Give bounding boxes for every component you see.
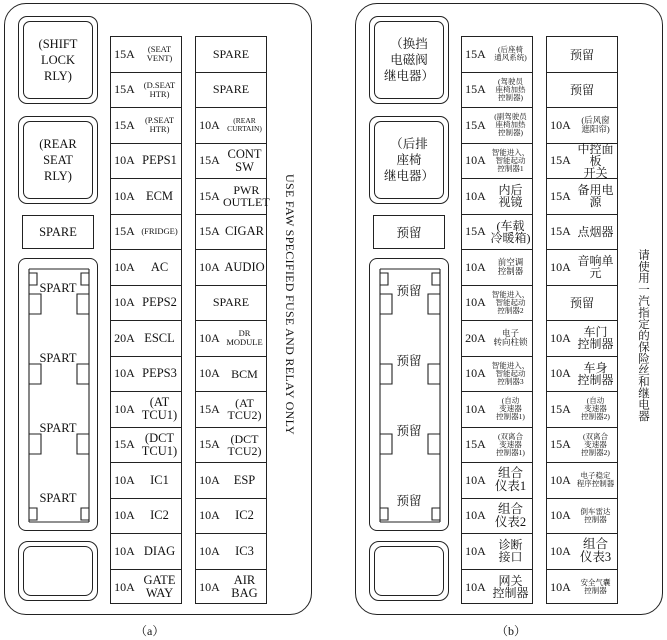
fuse-label: 前空调 控制器 [497, 257, 524, 277]
a-col1-fuse-3 [111, 108, 181, 144]
fuse-label: AUDIO [224, 259, 265, 274]
fuse-label: 智能进入、 智能起动 控制器3 [491, 360, 530, 386]
fuse-label: CIGAR [225, 224, 264, 239]
b-col2-fuse-5 [547, 179, 617, 215]
a-col1-fuse-5 [111, 179, 181, 215]
a-col1-fuse-2 [111, 73, 181, 109]
fuse-label: 内后 视镜 [498, 183, 523, 210]
fuse-rating: 15A [199, 224, 220, 239]
fuse-rating: 10A [550, 508, 571, 523]
fuse-label: 预留 [569, 47, 594, 62]
fuse-rating: 15A [550, 437, 571, 452]
fuse-rating: 10A [199, 508, 220, 523]
fuse-label: 预留 [569, 296, 594, 311]
fuse-label: (AT TCU1) [141, 395, 178, 423]
fuse-rating: 10A [465, 543, 486, 558]
a-col2-fuse-3 [196, 108, 266, 144]
rear-seat-relay [18, 116, 98, 204]
fuse-rating: 15A [465, 117, 486, 132]
fuse-label: IC2 [235, 508, 254, 523]
spare-slot-cn-1: 预留 [396, 284, 422, 298]
b-col2-fuse-11 [547, 392, 617, 428]
fuse-box-panel-b [355, 3, 663, 615]
fuse-label: PEPS3 [142, 366, 177, 381]
fuse-rating: 10A [199, 259, 220, 274]
fuse-rating: 10A [114, 153, 135, 168]
a-col1-fuse-6 [111, 215, 181, 251]
fuse-column-2-cn [546, 36, 618, 604]
fuse-label: 中控面板 开关 [577, 141, 614, 180]
fuse-label: 智能进入、 智能起动 控制器2 [491, 289, 530, 315]
fuse-column-2 [195, 36, 270, 604]
rear-seat-relay-cn [369, 116, 449, 204]
rear-seat-relay-cn-label: （后排 座椅 继电器） [383, 137, 434, 183]
shift-solenoid-relay [369, 16, 449, 104]
a-col2-fuse-8 [196, 286, 266, 322]
b-col2-fuse-4 [547, 141, 617, 180]
fuse-rating: 15A [550, 224, 571, 239]
fuse-label: (D.SEAT HTR) [143, 79, 176, 99]
fuse-rating: 10A [114, 366, 135, 381]
fuse-label: SPARE [212, 295, 250, 310]
caption-b: （b） [496, 624, 527, 638]
a-col1-fuse-12 [111, 428, 181, 464]
fuse-rating: 10A [465, 259, 486, 274]
fuse-label: IC2 [150, 508, 169, 523]
a-col2-fuse-1 [196, 37, 266, 73]
fuse-rating: 10A [114, 579, 135, 594]
fuse-label: SPARE [212, 82, 250, 97]
fuse-label: 车身 控制器 [577, 360, 614, 387]
fuse-rating: 15A [199, 437, 220, 452]
fuse-rating: 10A [550, 472, 571, 487]
fuse-rating: 10A [550, 330, 571, 345]
spare-slot-2: SPART [39, 351, 77, 365]
fuse-label: (双离合 变速器 控制器1) [496, 431, 525, 457]
spare-slot-cn-2: 预留 [396, 354, 422, 368]
spare-slot-3: SPART [39, 421, 77, 435]
fuse-label: ECM [145, 188, 174, 203]
b-col1-fuse-1 [462, 37, 532, 73]
a-col1-fuse-1 [111, 37, 181, 73]
b-col1-fuse-12 [462, 428, 532, 464]
shift-solenoid-relay-label: （换挡 电磁阀 继电器） [383, 37, 434, 83]
fuse-label: (P.SEAT HTR) [144, 115, 175, 135]
fuse-label: PEPS2 [142, 295, 177, 310]
fuse-label: (副驾驶员 座椅加热 控制器) [494, 112, 527, 138]
a-col1-fuse-7 [111, 250, 181, 286]
fuse-label: 电子 转向柱锁 [493, 328, 528, 348]
b-col2-fuse-2 [547, 73, 617, 109]
fuse-rating: 10A [199, 330, 220, 345]
fuse-label: (双离合 变速器 控制器2) [581, 431, 610, 457]
a-col1-fuse-4 [111, 144, 181, 180]
b-col2-fuse-16 [547, 570, 617, 606]
rear-seat-relay-label: (REAR SEAT RLY) [39, 137, 77, 183]
b-col1-fuse-10 [462, 357, 532, 393]
a-col2-fuse-11 [196, 392, 266, 428]
fuse-rating: 15A [550, 188, 571, 203]
fuse-rating: 15A [114, 437, 135, 452]
fuse-label: IC3 [235, 543, 254, 558]
a-col1-fuse-15 [111, 534, 181, 570]
fuse-label: ESCL [144, 330, 175, 345]
fuse-rating: 10A [465, 401, 486, 416]
fuse-rating: 15A [199, 401, 220, 416]
a-col2-fuse-10 [196, 357, 266, 393]
a-col2-fuse-9 [196, 321, 266, 357]
caption-a: （a） [135, 624, 165, 638]
spare-slot-cn-3: 预留 [396, 424, 422, 438]
fuse-rating: 10A [550, 579, 571, 594]
shift-lock-relay-label: (SHIFT LOCK RLY) [38, 37, 78, 83]
b-col1-fuse-3 [462, 108, 532, 144]
fuse-label: IC1 [150, 472, 169, 487]
fuse-rating: 15A [550, 153, 571, 168]
fuse-label: ESP [233, 472, 256, 487]
fuse-label: SPARE [212, 46, 250, 61]
fuse-rating: 10A [114, 259, 135, 274]
fuse-rating: 10A [550, 259, 571, 274]
b-col1-fuse-15 [462, 534, 532, 570]
a-col1-fuse-8 [111, 286, 181, 322]
fuse-rating: 15A [465, 46, 486, 61]
fuse-label: 诊断 接口 [498, 538, 523, 565]
fuse-rating: 15A [465, 437, 486, 452]
a-col1-fuse-11 [111, 392, 181, 428]
b-col2-fuse-9 [547, 321, 617, 357]
fuse-label: 组合 仪表3 [579, 537, 612, 565]
fuse-label: 备用电源 [577, 183, 614, 210]
fuse-label: (后风窗 遮阳帘) [581, 115, 610, 135]
b-col1-fuse-6 [462, 215, 532, 251]
fuse-rating: 15A [114, 224, 135, 239]
fuse-label: DR MODULE [226, 328, 263, 348]
b-col1-fuse-8 [462, 286, 532, 322]
fuse-rating: 15A [199, 153, 220, 168]
a-col2-fuse-4 [196, 144, 266, 180]
a-col2-fuse-14 [196, 499, 266, 535]
spare-box: SPARE [22, 215, 94, 249]
fuse-label: 组合 仪表1 [494, 466, 527, 494]
side-note-cn: 请使用一汽指定的保险丝和继电器 [637, 249, 649, 422]
a-col2-fuse-15 [196, 534, 266, 570]
fuse-label: 预留 [569, 83, 594, 98]
fuse-label: (后座椅 通风系统) [494, 45, 527, 63]
spare-box-cn: 预留 [373, 215, 445, 249]
fuse-label: (FRIDGE) [141, 226, 178, 237]
fuse-label: CONT SW [227, 146, 262, 174]
b-col2-fuse-6 [547, 215, 617, 251]
fuse-rating: 10A [114, 295, 135, 310]
empty-relay-socket-cn [369, 541, 449, 601]
b-col1-fuse-11 [462, 392, 532, 428]
fuse-rating: 10A [199, 117, 220, 132]
fuse-label: (DCT TCU1) [141, 430, 178, 458]
fuse-rating: 10A [465, 366, 486, 381]
b-col2-fuse-3 [547, 108, 617, 144]
fuse-label: 组合 仪表2 [494, 501, 527, 529]
fuse-label: PEPS1 [142, 153, 177, 168]
b-col1-fuse-9 [462, 321, 532, 357]
spare-block [18, 258, 98, 531]
side-note: USE FAW SPECIFIED FUSE AND RELAY ONLY [283, 174, 297, 435]
b-col2-fuse-14 [547, 499, 617, 535]
fuse-label: BCM [231, 366, 258, 381]
fuse-rating: 10A [114, 508, 135, 523]
a-col2-fuse-7 [196, 250, 266, 286]
fuse-rating: 10A [550, 366, 571, 381]
fuse-rating: 15A [465, 224, 486, 239]
shift-lock-relay [18, 16, 98, 104]
fuse-label: PWR OUTLET [223, 183, 270, 210]
spare-block-cn [369, 258, 449, 531]
b-col1-fuse-14 [462, 499, 532, 535]
a-col1-fuse-13 [111, 463, 181, 499]
b-col1-fuse-7 [462, 250, 532, 286]
fuse-label: (SEAT VENT) [146, 44, 173, 64]
fuse-label: 倒车雷达 控制器 [580, 506, 611, 524]
fuse-label: 电子稳定 程序控制器 [576, 471, 615, 489]
a-col2-fuse-2 [196, 73, 266, 109]
fuse-rating: 10A [199, 543, 220, 558]
fuse-rating: 15A [114, 117, 135, 132]
fuse-column-1 [110, 36, 182, 604]
fuse-rating: 10A [465, 508, 486, 523]
b-col1-fuse-16 [462, 570, 532, 606]
fuse-rating: 15A [114, 82, 135, 97]
fuse-label: 安全气囊 控制器 [580, 578, 611, 596]
fuse-label: AIR BAG [231, 573, 258, 601]
fuse-label: (AT TCU2) [227, 396, 262, 423]
spare-slot-1: SPART [39, 281, 77, 295]
a-col2-fuse-12 [196, 428, 266, 464]
fuse-rating: 10A [550, 543, 571, 558]
b-col2-fuse-12 [547, 428, 617, 464]
b-col2-fuse-15 [547, 534, 617, 570]
fuse-rating: 10A [114, 543, 135, 558]
fuse-label: 点烟器 [577, 224, 614, 239]
fuse-rating: 10A [465, 295, 486, 310]
fuse-rating: 10A [465, 153, 486, 168]
fuse-label: 网关 控制器 [492, 574, 529, 601]
fuse-label: 智能进入、 智能起动 控制器1 [491, 147, 530, 173]
fuse-column-1-cn [461, 36, 533, 604]
b-col1-fuse-13 [462, 463, 532, 499]
a-col1-fuse-16 [111, 570, 181, 606]
fuse-rating: 15A [465, 82, 486, 97]
a-col2-fuse-16 [196, 570, 266, 606]
fuse-label: 车门 控制器 [577, 325, 614, 352]
spare-slot-cn-4: 预留 [396, 494, 422, 508]
fuse-rating: 20A [114, 330, 135, 345]
b-col1-fuse-5 [462, 179, 532, 215]
b-col1-fuse-4 [462, 144, 532, 180]
fuse-label: AC [150, 259, 169, 274]
a-col1-fuse-9 [111, 321, 181, 357]
fuse-rating: 10A [465, 188, 486, 203]
fuse-label: GATE WAY [143, 573, 176, 601]
fuse-label: (驾驶员 座椅加热 控制器) [495, 76, 526, 102]
fuse-rating: 10A [114, 401, 135, 416]
fuse-rating: 10A [465, 472, 486, 487]
fuse-rating: 15A [550, 401, 571, 416]
fuse-label: (DCT TCU2) [227, 431, 262, 458]
fuse-rating: 15A [114, 46, 135, 61]
fuse-label: (REAR CURTAIN) [227, 116, 262, 134]
fuse-rating: 10A [114, 472, 135, 487]
a-col2-fuse-5 [196, 179, 270, 215]
spare-slot-4: SPART [39, 491, 77, 505]
b-col2-fuse-1 [547, 37, 617, 73]
a-col1-fuse-10 [111, 357, 181, 393]
fuse-rating: 15A [199, 188, 220, 203]
fuse-rating: 10A [199, 579, 220, 594]
b-col2-fuse-13 [547, 463, 617, 499]
fuse-label: 音响单元 [577, 254, 614, 281]
fuse-label: (自动 变速器 控制器1) [496, 396, 525, 422]
b-col2-fuse-8 [547, 286, 617, 322]
fuse-rating: 10A [465, 579, 486, 594]
b-col2-fuse-10 [547, 357, 617, 393]
fuse-box-panel-a [4, 3, 312, 615]
b-col1-fuse-2 [462, 73, 532, 109]
fuse-rating: 10A [114, 188, 135, 203]
a-col1-fuse-14 [111, 499, 181, 535]
b-col2-fuse-7 [547, 250, 617, 286]
fuse-label: (自动 变速器 控制器2) [581, 396, 610, 422]
empty-relay-socket [18, 541, 98, 601]
fuse-rating: 10A [199, 472, 220, 487]
a-col2-fuse-6 [196, 215, 266, 251]
fuse-rating: 20A [465, 330, 486, 345]
a-col2-fuse-13 [196, 463, 266, 499]
fuse-label: (车载 冷暖箱) [490, 218, 531, 245]
fuse-rating: 10A [550, 117, 571, 132]
fuse-label: DIAG [143, 543, 176, 558]
fuse-rating: 10A [199, 366, 220, 381]
